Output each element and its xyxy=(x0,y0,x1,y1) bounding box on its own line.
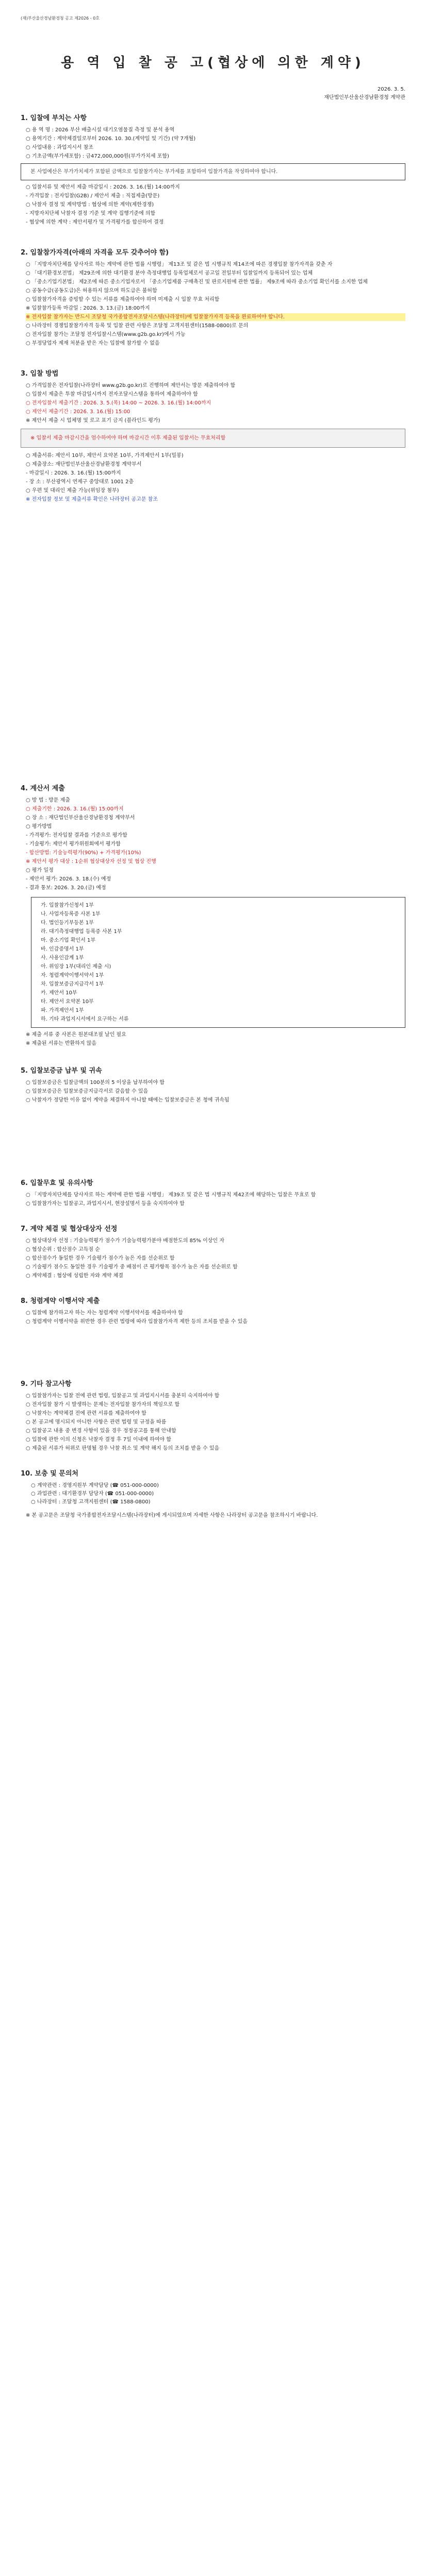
section-line: ○ 장 소 : 재단법인부산울산경남환경청 계약부서 xyxy=(26,815,135,821)
section-line: ○ 제출된 서류가 허위로 판명될 경우 낙찰 취소 및 계약 해지 등의 조치를 받을 수 있음 xyxy=(26,1446,220,1451)
footer-note: ※ 본 공고문은 조달청 국가종합전자조달시스템(나라장터)에 게시되었으며 자세한 사항은 나라장터 공고문을 참조하시기 바랍니다. xyxy=(26,1513,318,1518)
section-line: ○ 「대기환경보전법」 제29조에 의한 대기환경 분야 측정대행업 등록업체로서 공고일 전일부터 입찰일까지 등록되어 있는 업체 xyxy=(26,270,313,276)
section-line: ○ 사업내용 : 과업지시서 참조 xyxy=(26,145,94,150)
section-line: ※ 전자입찰 정보 및 제출서류 확인은 나라장터 공고문 참조 xyxy=(26,497,158,502)
section-heading: 8. 청렴계약 이행서약 제출 xyxy=(21,1297,100,1305)
section-line: - 합산방법: 기술능력평가(90%) + 가격평가(10%) xyxy=(26,850,141,856)
notice-text: 본 사업예산은 부가가치세가 포함된 금액으로 입찰참가자는 부가세를 포함하여 입찰가격을 작성하여야 합니다. xyxy=(30,169,278,175)
section-line: ○ 전자입찰 참가 시 발생하는 문제는 전자입찰 참가자의 책임으로 함 xyxy=(26,1402,180,1408)
section-line: ○ 전자입찰서 제출기간 : 2026. 3. 5.(목) 14:00 ~ 2026. 3. 16.(월) 14:00까지 xyxy=(26,400,211,406)
section-line: - 마감일시 : 2026. 3. 16.(월) 15:00까지 xyxy=(26,470,121,476)
section-line: ○ 가격입찰은 전자입찰(나라장터 www.g2b.go.kr)로 진행하며 제안서는 방문 제출하여야 함 xyxy=(26,383,236,388)
list-item: 다. 법인등기부등본 1부 xyxy=(41,920,94,926)
list-item: 나. 사업자등록증 사본 1부 xyxy=(41,911,101,917)
section-line: ※ 제출 서류 중 사본은 원본대조필 날인 필요 xyxy=(26,1032,126,1038)
list-item: 파. 가격제안서 1부 xyxy=(41,1008,84,1013)
section-line: ※ 제안서 제출 시 업체명 및 로고 표기 금지 (블라인드 평가) xyxy=(26,418,160,423)
issuing-agency: 재단법인부산울산경남환경청 계약관 xyxy=(324,95,405,100)
section-line: ○ 기술평가 점수도 동일한 경우 기술평가 중 배점이 큰 평가항목 점수가 높은 자를 선순위로 함 xyxy=(26,1264,238,1270)
section-line: ○ 입찰보증금은 입찰금액의 100분의 5 이상을 납부하여야 함 xyxy=(26,1080,165,1086)
blank-area xyxy=(21,1327,405,1368)
section-heading: 2. 입찰참가자격(아래의 자격을 모두 갖추어야 함) xyxy=(21,249,169,257)
section-line: ○ 「지방자치단체를 당사자로 하는 계약에 관한 법률 시행령」 제13조 및 같은 법 시행규칙 제14조에 따른 경쟁입찰 참가자격을 갖춘 자 xyxy=(26,262,333,267)
section-line: - 협상에 의한 계약 : 제안서평가 및 가격평가를 합산하여 결정 xyxy=(26,219,164,225)
section-line: ○ 입찰참가자격을 증빙할 수 있는 서류를 제출하여야 하며 미제출 시 입찰 무효 처리함 xyxy=(26,297,220,302)
contact-line: ○ 계약관련 : 경영지원부 계약담당 (☎ 051-000-0000) xyxy=(31,1483,159,1488)
section-heading: 3. 입찰 방법 xyxy=(21,370,59,378)
contact-line: ○ 과업관련 : 대기환경부 담당자 (☎ 051-000-0000) xyxy=(31,1491,154,1497)
section-line: ※ 제출된 서류는 반환하지 않음 xyxy=(26,1041,97,1046)
section-line: ○ 계약체결 : 협상에 성립한 자와 계약 체결 xyxy=(26,1273,123,1279)
section-line: ○ 낙찰자가 정당한 이유 없이 계약을 체결하지 아니할 때에는 입찰보증금은 본 청에 귀속됨 xyxy=(26,1097,230,1103)
section-heading: 7. 계약 체결 및 협상대상자 선정 xyxy=(21,1225,118,1233)
section-line: ○ 우편 및 대리인 제출 가능(위임장 첨부) xyxy=(26,488,119,494)
section-line: ○ 낙찰자 결정 및 계약방법 : 협상에 의한 계약(제한경쟁) xyxy=(26,202,154,208)
section-line: ○ 전자입찰 참가는 조달청 전자입찰시스템(www.g2b.go.kr)에서 가능 xyxy=(26,332,186,337)
section-line: ○ 입찰참가자는 입찰공고, 과업지시서, 현장설명서 등을 숙지하여야 함 xyxy=(26,1201,185,1207)
list-item: 아. 위임장 1부(대리인 제출 시) xyxy=(41,964,111,970)
notice-box xyxy=(21,163,405,180)
document-title: 용 역 입 찰 공 고(협상에 의한 계약) xyxy=(61,55,365,71)
list-item: 사. 사용인감계 1부 xyxy=(41,955,84,961)
section-heading: 5. 입찰보증금 납부 및 귀속 xyxy=(21,1067,102,1075)
section-line: - 지방자치단체 낙찰자 결정 기준 및 계약 집행기준에 의함 xyxy=(26,211,156,216)
list-item: 바. 인감증명서 1부 xyxy=(41,946,84,952)
section-line: ※ 입찰참가등록 마감일 : 2026. 3. 13.(금) 18:00까지 xyxy=(26,306,150,311)
section-line: - 가격평가: 전자입찰 결과를 기준으로 평가함 xyxy=(26,833,127,838)
section-line: ○ 협상대상자 선정 : 기술능력평가 점수가 기술능력평가분야 배점한도의 85% 이상인 자 xyxy=(26,1238,224,1244)
section-line: ○ 방 법 : 방문 제출 xyxy=(26,798,70,803)
list-item: 자. 청렴계약이행서약서 1부 xyxy=(41,973,104,978)
issue-date: 2026. 3. 5. xyxy=(377,87,405,92)
section-line: - 제안서 평가: 2026. 3. 18.(수) 예정 xyxy=(26,876,111,882)
notice-box xyxy=(21,429,405,448)
section-line: ○ 제출장소: 재단법인부산울산경남환경청 계약부서 xyxy=(26,462,142,467)
section-line: ○ 협상순위 : 합산점수 고득점 순 xyxy=(26,1247,100,1252)
section-line: ○ 제안서 제출기간 : 2026. 3. 16.(월) 15:00 xyxy=(26,409,130,415)
list-item: 하. 기타 과업지시서에서 요구하는 서류 xyxy=(41,1016,129,1022)
section-line: ○ 제출기한 : 2026. 3. 16.(월) 15:00까지 xyxy=(26,806,124,812)
section-line: ○ 평가 일정 xyxy=(26,868,54,873)
section-line: ○ 입찰공고 내용 중 변경 사항이 있을 경우 정정공고를 통해 안내함 xyxy=(26,1428,176,1434)
section-line: ○ 「지방자치단체를 당사자로 하는 계약에 관한 법률 시행령」 제39조 및 같은 법 시행규칙 제42조에 해당하는 입찰은 무효로 함 xyxy=(26,1192,316,1198)
blank-area xyxy=(21,504,405,772)
section-line: ○ 부정당업자 제재 처분을 받은 자는 입찰에 참가할 수 없음 xyxy=(26,341,160,346)
section-line: - 가격입찰 : 전자입찰(G2B) / 제안서 제출 : 직접제출(방문) xyxy=(26,193,160,199)
section-line: ○ 입찰에 참가하고자 하는 자는 청렴계약 이행서약서를 제출하여야 함 xyxy=(26,1310,183,1316)
blank-area xyxy=(21,1105,405,1167)
section-line: ○ 「중소기업기본법」 제2조에 따른 중소기업자로서 「중소기업제품 구매촉진 및 판로지원에 관한 법률」 제9조에 따라 중소기업 확인서를 소지한 업체 xyxy=(26,279,368,285)
section-line: ○ 합산점수가 동일한 경우 기술평가 점수가 높은 자를 선순위로 함 xyxy=(26,1256,175,1261)
document-page xyxy=(21,15,405,1520)
section-heading: 4. 계산서 제출 xyxy=(21,785,65,792)
section-line: ○ 입찰에 관한 이의 신청은 낙찰자 결정 후 7일 이내에 하여야 함 xyxy=(26,1437,171,1443)
list-item: 차. 입찰보증금지급각서 1부 xyxy=(41,981,104,987)
red-notice: ※ 입찰서 제출 마감시간을 엄수하여야 하며 마감시간 이후 제출된 입찰서는 무효처리함 xyxy=(30,435,226,441)
section-line: ○ 용 역 명 : 2026 부산 배출시설 대기오염물질 측정 및 분석 용역 xyxy=(26,127,175,133)
list-item: 타. 제안서 요약본 10부 xyxy=(41,999,94,1005)
list-item: 가. 입찰참가신청서 1부 xyxy=(41,903,94,908)
list-item: 마. 중소기업 확인서 1부 xyxy=(41,938,96,943)
section-line: ○ 청렴계약 이행서약을 위반한 경우 관련 법령에 따라 입찰참가자격 제한 등의 조치를 받을 수 있음 xyxy=(26,1319,248,1325)
section-line: ○ 기초금액(부가세포함) : 금472,000,000원(부가가치세 포함) xyxy=(26,154,169,159)
section-line: - 기술평가: 제안서 평가위원회에서 평가함 xyxy=(26,841,121,847)
section-heading: 6. 입찰무효 및 유의사항 xyxy=(21,1179,93,1187)
announcement-ref: (재)부산울산경남환경청 공고 제2026 - 0호 xyxy=(21,16,100,21)
section-line: - 장 소 : 부산광역시 연제구 중앙대로 1001 2층 xyxy=(26,479,134,485)
red-notice: ※ 전자입찰 참가자는 반드시 조달청 국가종합전자조달시스템(나라장터)에 입찰참가자격 등록을 완료하여야 합니다. xyxy=(26,313,405,321)
document-list-box xyxy=(31,897,405,1028)
section-line: ○ 입찰보증금은 입찰보증금지급각서로 갈음할 수 있음 xyxy=(26,1089,149,1094)
section-line: ○ 입찰참가자는 입찰 전에 관련 법령, 입찰공고 및 과업지시서를 충분히 숙지하여야 함 xyxy=(26,1393,220,1399)
section-line: ○ 제출서류: 제안서 10부, 제안서 요약본 10부, 가격제안서 1부(밀봉) xyxy=(26,453,184,459)
section-line: ○ 평가방법 xyxy=(26,824,52,829)
section-line: - 결과 통보: 2026. 3. 20.(금) 예정 xyxy=(26,885,106,891)
section-line: ○ 용역기간 : 계약체결일로부터 2026. 10. 30.(계약일 및 기간) (약 7개월) xyxy=(26,136,196,142)
section-line: ○ 공동수급(공동도급)은 허용하지 않으며 하도급은 불허함 xyxy=(26,288,157,294)
section-line: ○ 입찰서 제출은 투찰 마감일시까지 전자조달시스템을 통하여 제출하여야 함 xyxy=(26,392,198,397)
section-line: ○ 입찰서류 및 제안서 제출 마감일시 : 2026. 3. 16.(월) 14:00까지 xyxy=(26,184,180,190)
section-heading: 9. 기타 참고사항 xyxy=(21,1380,72,1388)
list-item: 카. 제안서 10부 xyxy=(41,990,77,996)
contact-line: ○ 나라장터 : 조달청 고객지원센터 (☎ 1588-0800) xyxy=(31,1499,151,1505)
section-line: ※ 제안서 평가 대상 : 1순위 협상대상자 선정 및 협상 진행 xyxy=(26,859,156,865)
section-line: ○ 본 공고에 명시되지 아니한 사항은 관련 법령 및 규정을 따름 xyxy=(26,1419,167,1425)
section-line: ○ 낙찰자는 계약체결 전에 관련 서류를 제출하여야 함 xyxy=(26,1411,146,1416)
section-line: ○ 나라장터 경쟁입찰참가자격 등록 및 입찰 관련 사항은 조달청 고객지원센터(1588-0800)로 문의 xyxy=(26,323,249,329)
section-heading: 1. 입찰에 부치는 사항 xyxy=(21,114,87,122)
list-item: 라. 대기측정대행업 등록증 사본 1부 xyxy=(41,929,122,935)
section-heading: 10. 보충 및 문의처 xyxy=(21,1470,78,1478)
